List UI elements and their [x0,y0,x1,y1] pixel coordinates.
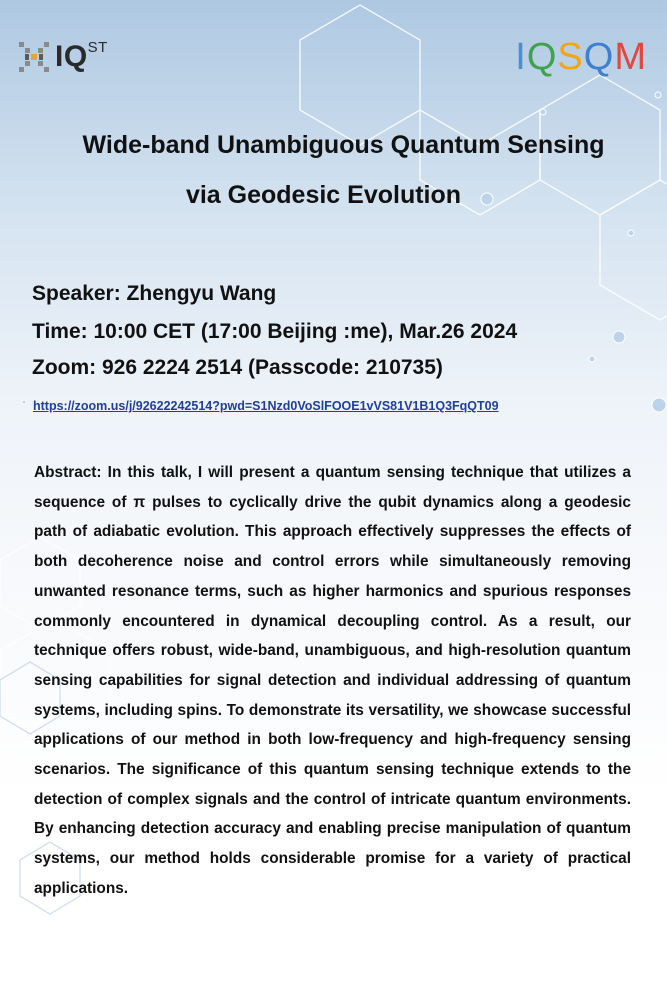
iqst-logo-text: $IQ^{ST}$ [55,39,108,73]
time-line: Time: 10:00 CET (17:00 Beijing :me), Mar.26 2024 [32,320,518,343]
iqsqm-letter-i: I [515,36,527,78]
zoom-line: Zoom: 926 2224 2514 (Passcode: 210735) [32,356,443,379]
talk-title-line-2: via Geodesic Evolution [185,181,462,209]
zoom-meeting-link[interactable]: https://zoom.us/j/92622242514?pwd=S1Nzd0VoSlFOOE1vVS81V1B1Q3FqQT09 [33,399,499,413]
iqst-logo-mark-icon [15,38,53,76]
talk-title-line-1: Wide-band Unambiguous Quantum Sensing [82,131,605,159]
iqsqm-letter-q: Q [526,36,558,78]
iqsqm-logo [515,38,647,76]
iqsqm-letter-m: M [614,36,647,78]
iqsqm-letter-s: S [557,36,584,78]
speaker-line: Speaker: Zhengyu Wang [32,282,277,305]
iqst-logo [15,38,108,76]
abstract-text: Abstract: In this talk, I will present a quantum sensing technique that utilizes a sequence of π pulses to cyclically drive the qubit dynamics along a geodesic path of adiabatic evolution. This approach effectively suppresses the effects of both decoherence noise and control errors while simultaneously removing unwanted resonance terms, such as higher harmonics and spurious responses commonly encountered in dynamical decoupling control. As a result, our technique offers robust, wide-band, unambiguous, and high-resolution quantum sensing capabilities for signal detection and individual addressing of quantum systems, including spins. To demonstrate its versatility, we showcase successful applications of our method in both low-frequency and high-frequency sensing scenarios. The significance of this quantum sensing technique extends to the detection of complex signals and the control of intricate quantum environments. By enhancing detection accuracy and enabling precise manipulation of quantum systems, our method holds considerable promise for a variety of practical applications. [34,464,631,897]
iqsqm-letter-q2: Q [583,36,615,78]
